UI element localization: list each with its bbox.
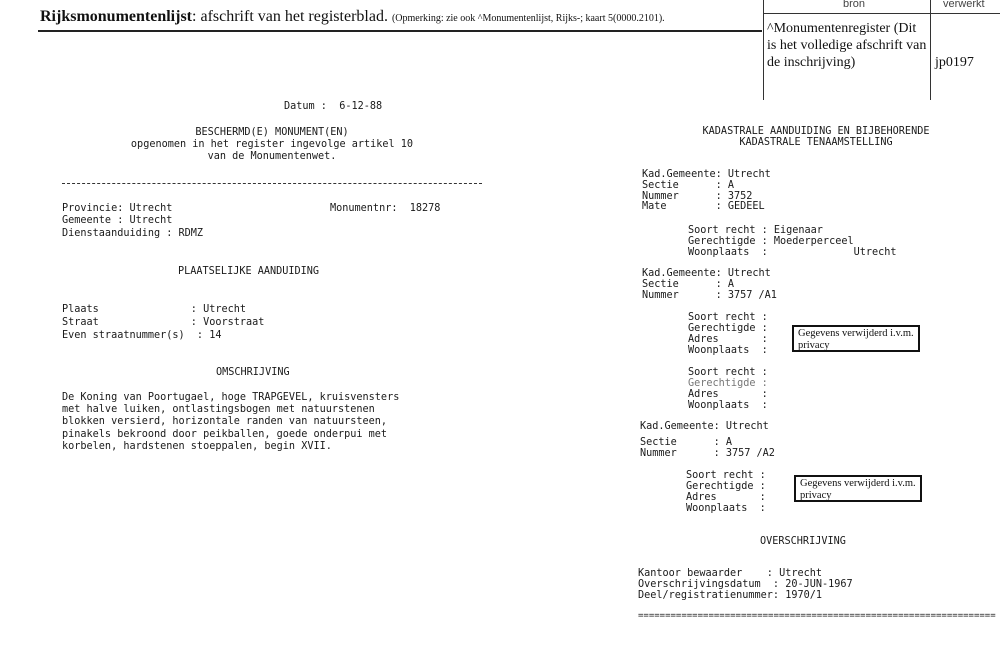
- omschrijving-title: OMSCHRIJVING: [216, 367, 290, 378]
- verwerkt-label: verwerkt: [943, 0, 985, 10]
- source-box-left-border: [763, 0, 764, 100]
- omschrijving-line: korbelen, hardstenen stoeppalen, begin XVII.: [62, 441, 332, 452]
- block1-nummer: Nummer : 3752: [642, 191, 753, 202]
- source-box-header-rule: [763, 13, 1000, 14]
- block2-sectie: Sectie : A: [642, 279, 735, 290]
- block1-soort-recht: Soort recht : Eigenaar: [688, 225, 823, 236]
- block2-gerechtigde: Gerechtigde :: [688, 323, 768, 334]
- source-box: [763, 0, 1000, 100]
- block2-soort-recht: Soort recht :: [688, 312, 768, 323]
- omschrijving-line: pinakels bekroond door peikballen, goede onderpui met: [62, 429, 388, 440]
- omschrijving-line: met halve luiken, ontlastingsbogen met natuurstenen: [62, 404, 375, 415]
- omschrijving-line: De Koning van Poortugael, hoge TRAPGEVEL, kruisvensters: [62, 392, 400, 403]
- block2-nummer: Nummer : 3757 /A1: [642, 290, 777, 301]
- block2-woonplaats: Woonplaats :: [688, 345, 768, 356]
- privacy-redaction-box: Gegevens verwijderd i.v.m. privacy: [792, 325, 920, 352]
- verwerkt-code: jp0197: [935, 55, 974, 70]
- plaats: Plaats : Utrecht: [62, 304, 247, 315]
- block3-gerechtigde: Gerechtigde :: [686, 481, 766, 492]
- bron-label: bron: [843, 0, 866, 10]
- block3-soort-recht: Soort recht :: [686, 470, 766, 481]
- title-bold: Rijksmonumentenlijst: [40, 8, 193, 25]
- plaatselijke-aanduiding-title: PLAATSELIJKE AANDUIDING: [178, 266, 320, 277]
- block3-gemeente: Kad.Gemeente: Utrecht: [640, 421, 769, 432]
- block1-woonplaats: Woonplaats : Utrecht: [688, 247, 897, 258]
- heading-beschermd: BESCHERMD(E) MONUMENT(EN): [195, 127, 349, 138]
- block2-adres-2: Adres :: [688, 389, 768, 400]
- overschrijvingsdatum: Overschrijvingsdatum : 20-JUN-1967: [638, 579, 853, 590]
- block2-soort-recht-2: Soort recht :: [688, 367, 768, 378]
- header-rule: [38, 30, 762, 32]
- kadastrale-title-2: KADASTRALE TENAAMSTELLING: [739, 137, 893, 148]
- block3-nummer: Nummer : 3757 /A2: [640, 448, 775, 459]
- heading-monumentenwet: van de Monumentenwet.: [207, 151, 337, 162]
- block2-gemeente: Kad.Gemeente: Utrecht: [642, 268, 771, 279]
- block3-woonplaats: Woonplaats :: [686, 503, 766, 514]
- block1-mate: Mate : GEDEEL: [642, 201, 765, 212]
- kadastrale-title-1: KADASTRALE AANDUIDING EN BIJBEHORENDE: [702, 126, 930, 137]
- block3-sectie: Sectie : A: [640, 437, 733, 448]
- datum: Datum : 6-12-88: [284, 101, 383, 112]
- privacy-redaction-box: Gegevens verwijderd i.v.m. privacy: [794, 475, 922, 502]
- heading-opgenomen: opgenomen in het register ingevolge artikel 10: [130, 139, 414, 150]
- omschrijving-line: blokken versierd, horizontale randen van natuursteen,: [62, 416, 388, 427]
- dienstaanduiding: Dienstaanduiding : RDMZ: [62, 228, 204, 239]
- kantoor-bewaarder: Kantoor bewaarder : Utrecht: [638, 568, 823, 579]
- block2-adres: Adres :: [688, 334, 768, 345]
- monumentnr: Monumentnr: 18278: [330, 203, 441, 214]
- block1-gerechtigde: Gerechtigde : Moederperceel: [688, 236, 854, 247]
- block1-sectie: Sectie : A: [642, 180, 735, 191]
- left-separator: [62, 183, 482, 184]
- overschrijving-title: OVERSCHRIJVING: [760, 536, 846, 547]
- even-straatnummers: Even straatnummer(s) : 14: [62, 330, 222, 341]
- bron-text: ^Monumentenregister (Dit is het volledige afschrift van de inschrijving): [767, 21, 927, 70]
- block2-gerechtigde-2: Gerechtigde :: [688, 378, 768, 389]
- provincie: Provincie: Utrecht: [62, 203, 173, 214]
- title-note: (Opmerking: zie ook ^Monumentenlijst, Rijks-; kaart 5(0000.2101).: [391, 13, 665, 24]
- block1-gemeente: Kad.Gemeente: Utrecht: [642, 169, 771, 180]
- deel-registratienummer: Deel/registratienummer: 1970/1: [638, 590, 823, 601]
- gemeente: Gemeente : Utrecht: [62, 215, 173, 226]
- block2-woonplaats-2: Woonplaats :: [688, 400, 768, 411]
- block3-adres: Adres :: [686, 492, 766, 503]
- document-title: [40, 8, 665, 26]
- straat: Straat : Voorstraat: [62, 317, 265, 328]
- right-separator: ==================================================================: [638, 611, 996, 621]
- title-rest: : afschrift van het registerblad.: [192, 8, 388, 25]
- source-box-divider: [930, 0, 931, 100]
